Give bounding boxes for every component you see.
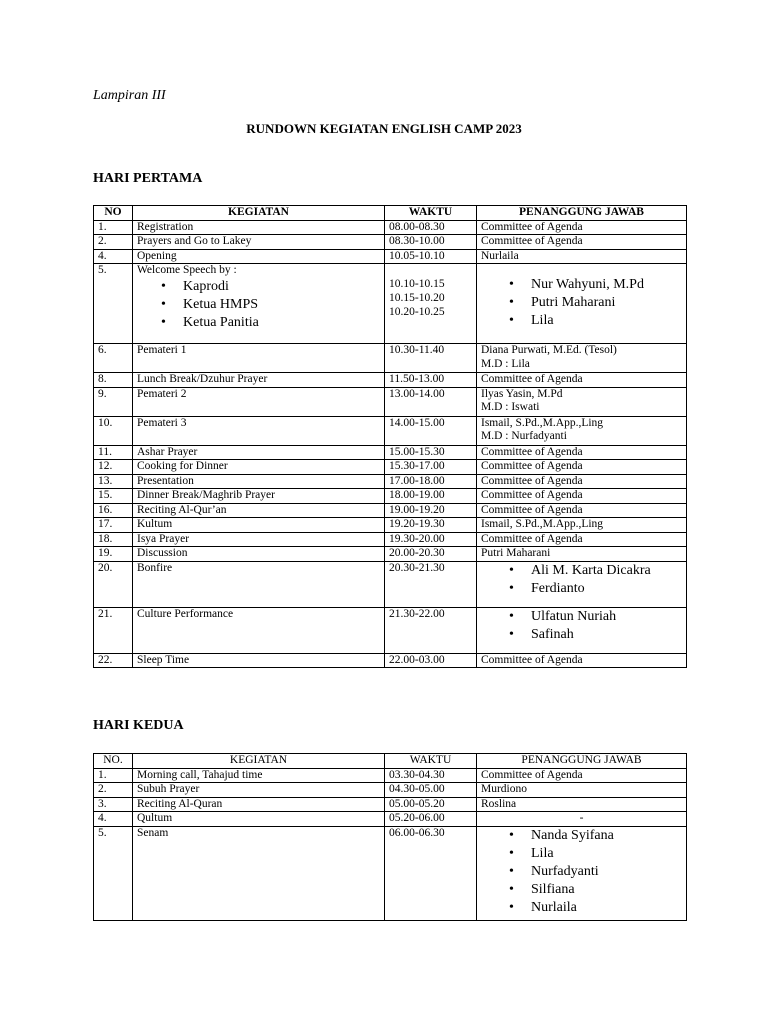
activity-name: Culture Performance (137, 607, 234, 620)
row-number: 9. (94, 387, 133, 416)
activity-name: Prayers and Go to Lakey (137, 235, 252, 247)
time-cell: 14.00-15.00 (385, 416, 477, 445)
row-number: 19. (94, 547, 133, 562)
activity-cell (133, 518, 385, 533)
time-cell: 05.20-06.00 (385, 812, 477, 827)
bullet-item: • Ketua Panitia (137, 314, 380, 332)
bullet-item: • Nur Wahyuni, M.Pd (481, 276, 682, 294)
person-in-charge-list (481, 264, 682, 330)
activity-cell (133, 489, 385, 504)
table-row (94, 264, 687, 344)
activity-name: Reciting Al-Quran (137, 797, 223, 810)
row-number: 17. (94, 518, 133, 533)
person-in-charge: Diana Purwati, M.Ed. (Tesol) (481, 344, 617, 356)
row-number: 4. (94, 812, 133, 827)
row-number: 12. (94, 460, 133, 475)
person-in-charge: Committee of Agenda (481, 445, 583, 458)
person-in-charge-cell (477, 445, 687, 460)
column-header-waktu: WAKTU (385, 206, 477, 221)
document-title: RUNDOWN KEGIATAN ENGLISH CAMP 2023 (246, 121, 522, 136)
person-in-charge: Committee of Agenda (481, 235, 583, 247)
person-in-charge-cell (477, 249, 687, 264)
row-number: 2. (94, 235, 133, 250)
person-in-charge-cell (477, 220, 687, 235)
activity-name: Pemateri 1 (137, 344, 187, 356)
activity-name: Morning call, Tahajud time (137, 768, 263, 781)
row-number: 16. (94, 503, 133, 518)
time-cell: 19.30-20.00 (385, 532, 477, 547)
activity-name: Qultum (137, 812, 173, 824)
bullet-item: • Putri Maharani (481, 294, 682, 312)
moderator: M.D : Nurfadyanti (481, 430, 567, 442)
time-cell: 03.30-04.30 (385, 768, 477, 783)
activity-cell (133, 653, 385, 668)
activity-cell (133, 547, 385, 562)
activity-cell (133, 783, 385, 798)
activity-name: Senam (137, 826, 169, 839)
day2-schedule-table (93, 753, 687, 921)
activity-cell (133, 812, 385, 827)
person-in-charge: Committee of Agenda (481, 503, 583, 516)
table-row (94, 460, 687, 475)
table-row (94, 518, 687, 533)
person-in-charge-cell (477, 547, 687, 562)
table-row (94, 826, 687, 920)
activity-name: Pemateri 3 (137, 416, 187, 429)
bullet-item: • Nanda Syifana (481, 827, 682, 845)
person-in-charge: Murdiono (481, 783, 527, 795)
time-cell: 05.00-05.20 (385, 797, 477, 812)
row-number: 5. (94, 826, 133, 920)
time-cell: 18.00-19.00 (385, 489, 477, 504)
bullet-item: • Silfiana (481, 881, 682, 899)
row-number: 6. (94, 344, 133, 373)
time-cell: 20.00-20.30 (385, 547, 477, 562)
person-in-charge: Committee of Agenda (481, 373, 583, 385)
person-in-charge-list (481, 562, 682, 598)
person-in-charge-cell (477, 518, 687, 533)
activity-cell (133, 474, 385, 489)
person-in-charge-cell (477, 416, 687, 445)
activity-cell (133, 607, 385, 653)
activity-name: Reciting Al-Qur’an (137, 503, 227, 516)
activity-name: Sleep Time (137, 653, 190, 666)
time-item: 10.20-10.25 (389, 306, 445, 318)
activity-name: Kultum (137, 518, 173, 530)
header-row (94, 206, 687, 221)
table-row (94, 445, 687, 460)
table-row (94, 344, 687, 373)
person-in-charge: Putri Maharani (481, 547, 551, 559)
activity-name: Opening (137, 249, 177, 262)
activity-cell (133, 235, 385, 250)
activity-cell (133, 503, 385, 518)
column-header-kegiatan: KEGIATAN (133, 206, 385, 221)
table-row (94, 812, 687, 827)
moderator: M.D : Iswati (481, 401, 540, 413)
time-cell: 11.50-13.00 (385, 373, 477, 388)
speaker-list (137, 278, 380, 332)
person-in-charge-cell (477, 797, 687, 812)
time-cell: 19.20-19.30 (385, 518, 477, 533)
table-row (94, 547, 687, 562)
person-in-charge: Committee of Agenda (481, 474, 583, 487)
column-header-pj: PENANGGUNG JAWAB (477, 206, 687, 221)
bullet-item: • Ulfatun Nuriah (481, 608, 682, 626)
person-in-charge-cell (477, 264, 687, 344)
table-row (94, 249, 687, 264)
time-item: 10.10-10.15 (389, 278, 445, 290)
bullet-item: • Ferdianto (481, 580, 682, 598)
activity-cell (133, 460, 385, 475)
table-row (94, 489, 687, 504)
activity-cell (133, 220, 385, 235)
person-in-charge: Committee of Agenda (481, 220, 583, 233)
activity-cell (133, 826, 385, 920)
activity-name: Discussion (137, 547, 188, 559)
bullet-item: • Ketua HMPS (137, 296, 380, 314)
time-list (389, 264, 472, 320)
person-in-charge: Committee of Agenda (481, 768, 583, 781)
person-in-charge: Committee of Agenda (481, 653, 583, 666)
table-row (94, 387, 687, 416)
activity-name: Cooking for Dinner (137, 460, 228, 472)
row-number: 1. (94, 768, 133, 783)
person-in-charge-cell (477, 503, 687, 518)
row-number: 10. (94, 416, 133, 445)
activity-name: Subuh Prayer (137, 783, 200, 795)
activity-cell (133, 797, 385, 812)
activity-name: Pemateri 2 (137, 387, 187, 400)
column-header-kegiatan: KEGIATAN (133, 754, 385, 769)
column-header-pj: PENANGGUNG JAWAB (477, 754, 687, 769)
time-cell: 15.00-15.30 (385, 445, 477, 460)
person-in-charge-cell (477, 653, 687, 668)
person-in-charge-cell (477, 768, 687, 783)
header-row (94, 754, 687, 769)
time-cell: 08.00-08.30 (385, 220, 477, 235)
person-in-charge: Nurlaila (481, 249, 519, 262)
bullet-item: • Nurlaila (481, 899, 682, 917)
time-cell: 06.00-06.30 (385, 826, 477, 920)
activity-name: Lunch Break/Dzuhur Prayer (137, 373, 268, 385)
row-number: 15. (94, 489, 133, 504)
activity-cell (133, 561, 385, 607)
moderator: M.D : Lila (481, 357, 530, 370)
person-in-charge-cell (477, 387, 687, 416)
table-row (94, 416, 687, 445)
person-in-charge-cell (477, 373, 687, 388)
bullet-item: • Safinah (481, 626, 682, 644)
row-number: 4. (94, 249, 133, 264)
column-header-no: NO. (94, 754, 133, 769)
person-in-charge: Roslina (481, 797, 517, 810)
activity-name: Registration (137, 220, 194, 233)
table-row (94, 607, 687, 653)
time-cell: 10.05-10.10 (385, 249, 477, 264)
table-row (94, 220, 687, 235)
person-in-charge-cell (477, 532, 687, 547)
table-row (94, 653, 687, 668)
bullet-item: • Kaprodi (137, 278, 380, 296)
row-number: 13. (94, 474, 133, 489)
time-cell: 20.30-21.30 (385, 561, 477, 607)
table-row (94, 768, 687, 783)
row-number: 22. (94, 653, 133, 668)
time-cell: 22.00-03.00 (385, 653, 477, 668)
person-in-charge-cell (477, 489, 687, 504)
activity-name: Presentation (137, 474, 194, 487)
activity-name: Ashar Prayer (137, 445, 198, 458)
column-header-no: NO (94, 206, 133, 221)
time-cell: 08.30-10.00 (385, 235, 477, 250)
appendix-label: Lampiran III (93, 88, 166, 103)
activity-cell (133, 264, 385, 344)
table-row (94, 474, 687, 489)
person-in-charge-cell (477, 460, 687, 475)
row-number: 2. (94, 783, 133, 798)
person-in-charge-cell (477, 826, 687, 920)
table-row (94, 235, 687, 250)
activity-name: Bonfire (137, 561, 173, 574)
table-row (94, 532, 687, 547)
table-row (94, 373, 687, 388)
person-in-charge-cell (477, 812, 687, 827)
person-in-charge-cell (477, 783, 687, 798)
time-cell: 13.00-14.00 (385, 387, 477, 416)
row-number: 5. (94, 264, 133, 344)
bullet-item: • Ali M. Karta Dicakra (481, 562, 682, 580)
person-in-charge: Ilyas Yasin, M.Pd (481, 387, 563, 400)
activity-cell (133, 373, 385, 388)
person-in-charge-cell (477, 474, 687, 489)
row-number: 3. (94, 797, 133, 812)
activity-name: Isya Prayer (137, 532, 190, 545)
time-cell: 19.00-19.20 (385, 503, 477, 518)
row-number: 8. (94, 373, 133, 388)
table-row (94, 797, 687, 812)
row-number: 18. (94, 532, 133, 547)
person-in-charge: Ismail, S.Pd.,M.App.,Ling (481, 416, 604, 429)
activity-name: Dinner Break/Maghrib Prayer (137, 489, 275, 501)
table-row (94, 783, 687, 798)
activity-cell (133, 344, 385, 373)
column-header-waktu: WAKTU (385, 754, 477, 769)
time-cell: 17.00-18.00 (385, 474, 477, 489)
activity-cell (133, 445, 385, 460)
person-in-charge-cell (477, 235, 687, 250)
row-number: 11. (94, 445, 133, 460)
person-in-charge-cell (477, 561, 687, 607)
time-cell: 10.30-11.40 (385, 344, 477, 373)
row-number: 20. (94, 561, 133, 607)
time-item: 10.15-10.20 (389, 292, 445, 304)
person-in-charge-list (481, 827, 682, 917)
activity-cell (133, 416, 385, 445)
activity-cell (133, 249, 385, 264)
person-in-charge: Ismail, S.Pd.,M.App.,Ling (481, 518, 604, 530)
person-in-charge-cell (477, 607, 687, 653)
bullet-item: • Nurfadyanti (481, 863, 682, 881)
person-in-charge: Committee of Agenda (481, 460, 583, 472)
bullet-item: • Lila (481, 845, 682, 863)
person-in-charge-cell (477, 344, 687, 373)
day1-schedule-table (93, 205, 687, 668)
day1-heading: HARI PERTAMA (93, 171, 203, 186)
activity-name: Welcome Speech by : (137, 264, 237, 276)
person-in-charge: - (579, 812, 584, 824)
person-in-charge: Committee of Agenda (481, 489, 583, 501)
time-cell (385, 264, 477, 344)
table-row (94, 503, 687, 518)
table-row (94, 561, 687, 607)
activity-cell (133, 532, 385, 547)
row-number: 21. (94, 607, 133, 653)
day2-heading: HARI KEDUA (93, 718, 184, 733)
bullet-item: • Lila (481, 312, 682, 330)
person-in-charge: Committee of Agenda (481, 532, 583, 545)
time-cell: 21.30-22.00 (385, 607, 477, 653)
person-in-charge-list (481, 608, 682, 644)
row-number: 1. (94, 220, 133, 235)
activity-cell (133, 768, 385, 783)
time-cell: 04.30-05.00 (385, 783, 477, 798)
activity-cell (133, 387, 385, 416)
time-cell: 15.30-17.00 (385, 460, 477, 475)
